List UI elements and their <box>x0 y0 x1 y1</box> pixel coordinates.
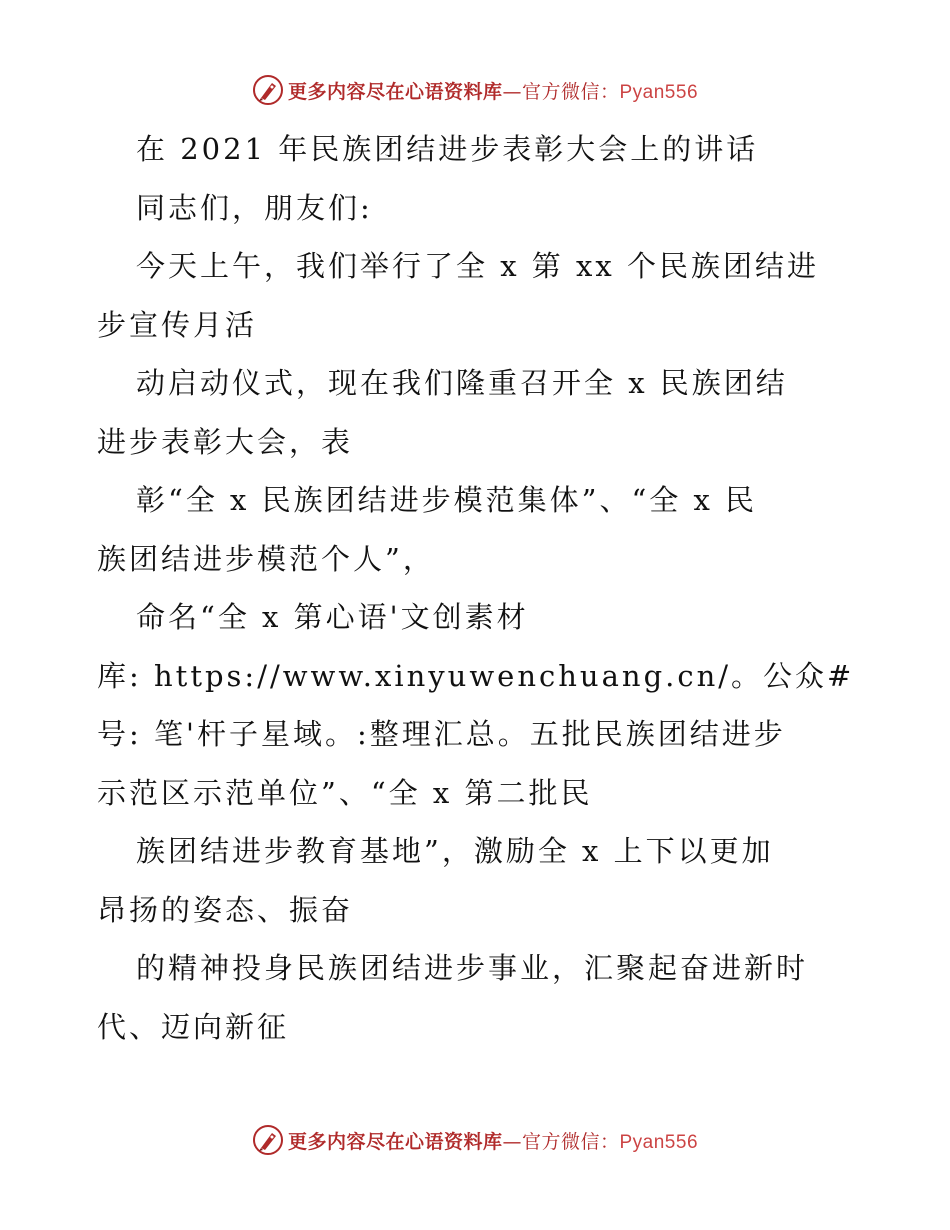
document-line: 进步表彰大会，表 <box>97 424 354 459</box>
banner-wechat-id: Pyan556 <box>619 81 699 103</box>
document-line: 的精神投身民族团结进步事业，汇聚起奋进新时 <box>136 951 809 985</box>
footer-banner <box>0 1120 950 1160</box>
banner-wechat-label: 官方微信： <box>521 80 620 103</box>
document-line: 库: https://www.xinyuwenchuang.cn/。公众# <box>97 658 855 693</box>
pen-nib-logo-icon <box>252 74 284 106</box>
banner-text <box>288 77 698 104</box>
document-line: 动启动仪式，现在我们隆重召开全 x 民族团结 <box>136 366 788 400</box>
banner-highlight: 更多内容尽在心语资料库 <box>287 1130 503 1153</box>
banner-highlight: 更多内容尽在心语资料库 <box>287 80 503 103</box>
document-line: 在 2021 年民族团结进步表彰大会上的讲话 <box>136 132 759 166</box>
document-line: 号: 笔'杆子星域。:整理汇总。五批民族团结进步 <box>97 717 786 751</box>
document-line: 代、迈向新征 <box>97 1009 290 1044</box>
document-line: 今天上午，我们举行了全 x 第 xx 个民族团结进 <box>136 249 819 283</box>
document-line: 命名“全 x 第心语'文创素材 <box>136 600 529 634</box>
document-line: 同志们，朋友们: <box>136 190 373 225</box>
document-line: 昂扬的姿态、振奋 <box>97 892 354 927</box>
banner-wechat-label: 官方微信： <box>521 1130 620 1153</box>
header-banner <box>0 70 950 110</box>
pen-nib-logo-icon <box>252 1124 284 1156</box>
banner-dash: — <box>502 80 522 103</box>
document-line: 彰“全 x 民族团结进步模范集体”、“全 x 民 <box>136 483 758 517</box>
document-line: 族团结进步教育基地”，激励全 x 上下以更加 <box>136 834 774 868</box>
document-line: 族团结进步模范个人”， <box>97 541 435 576</box>
banner-wechat-id: Pyan556 <box>619 1131 699 1153</box>
document-line: 步宣传月活 <box>97 307 258 342</box>
banner-dash: — <box>502 1130 522 1153</box>
document-body <box>97 120 857 1056</box>
document-line: 示范区示范单位”、“全 x 第二批民 <box>97 775 593 810</box>
banner-text <box>288 1127 698 1154</box>
